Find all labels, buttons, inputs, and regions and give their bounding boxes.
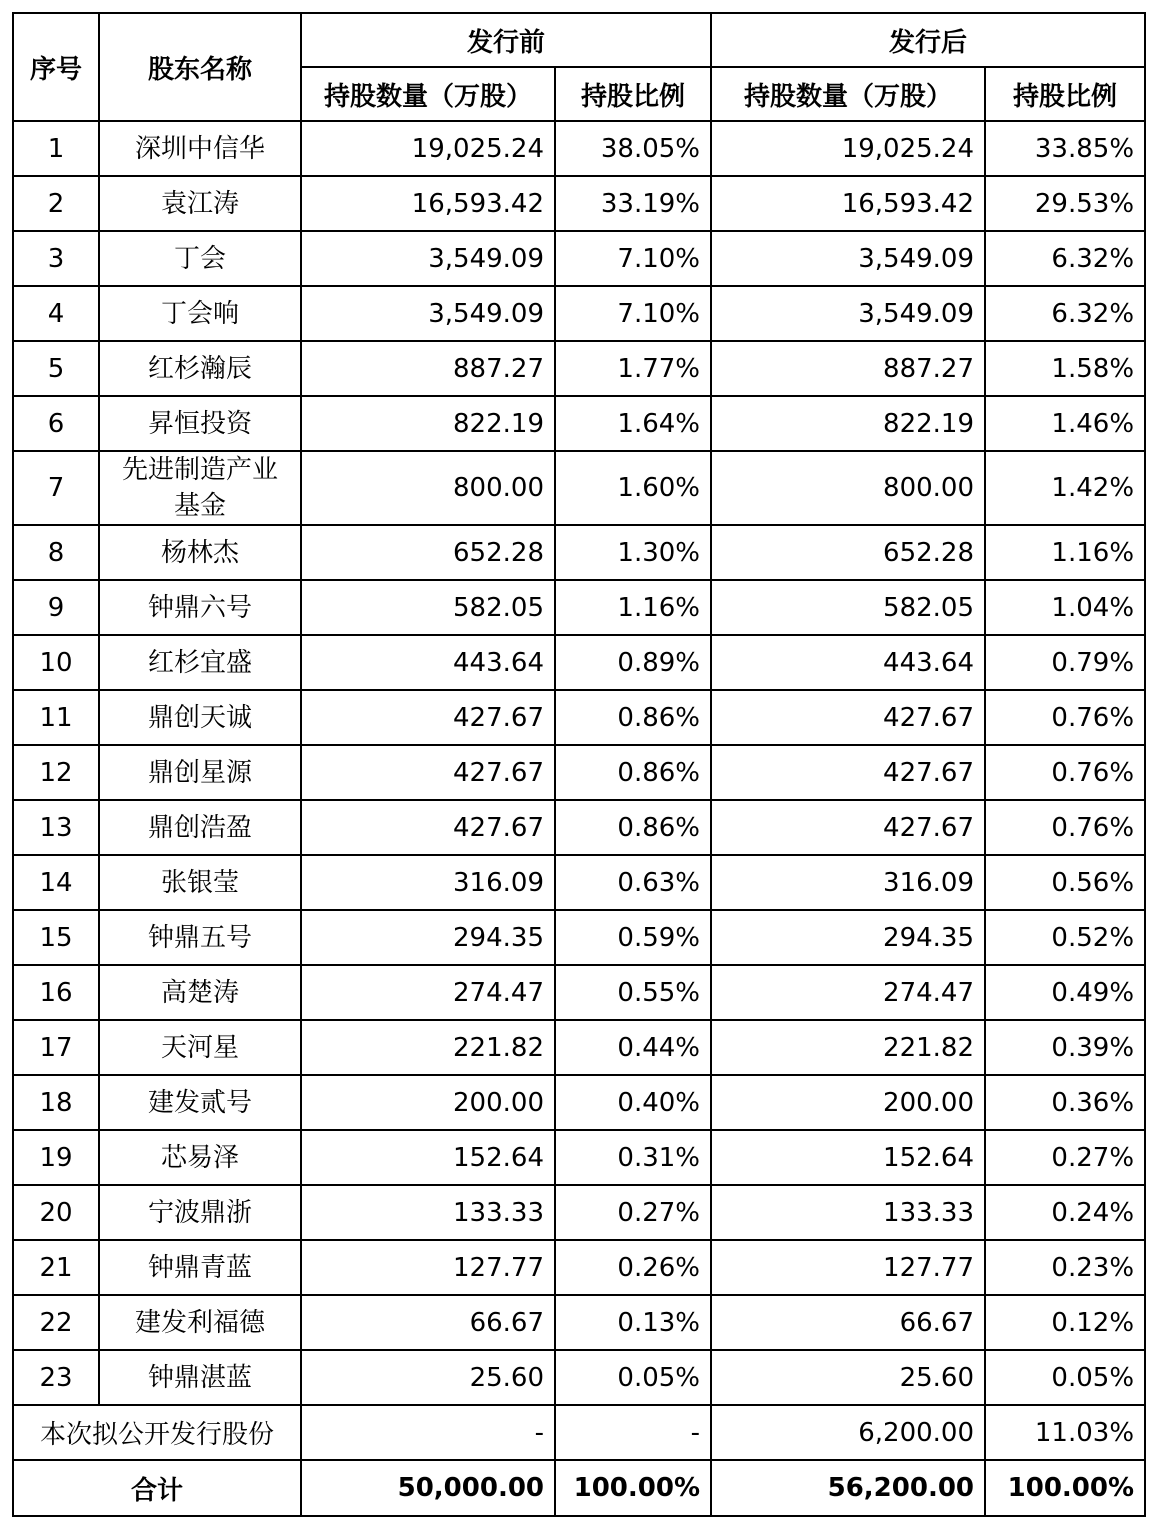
before-ratio-cell: 38.05% xyxy=(555,121,711,176)
table-row xyxy=(13,1075,1145,1130)
seq-cell: 23 xyxy=(13,1350,99,1405)
ipo-after-shares: 6,200.00 xyxy=(711,1405,985,1460)
shareholder-name-cell: 钟鼎六号 xyxy=(99,580,301,635)
table-row xyxy=(13,396,1145,451)
before-ratio-cell: 0.86% xyxy=(555,745,711,800)
after-shares-cell: 800.00 xyxy=(711,451,985,525)
shareholder-name-cell: 建发利福德 xyxy=(99,1295,301,1350)
after-ratio-cell: 29.53% xyxy=(985,176,1145,231)
before-shares-cell: 221.82 xyxy=(301,1020,555,1075)
shareholder-name-cell: 高楚涛 xyxy=(99,965,301,1020)
before-ratio-cell: 0.86% xyxy=(555,800,711,855)
seq-cell: 18 xyxy=(13,1075,99,1130)
total-after-ratio: 100.00% xyxy=(985,1460,1145,1516)
before-ratio-cell: 1.16% xyxy=(555,580,711,635)
before-shares-cell: 3,549.09 xyxy=(301,286,555,341)
ipo-after-ratio: 11.03% xyxy=(985,1405,1145,1460)
before-shares-cell: 652.28 xyxy=(301,525,555,580)
after-shares-cell: 316.09 xyxy=(711,855,985,910)
seq-cell: 22 xyxy=(13,1295,99,1350)
shareholder-name-cell: 杨林杰 xyxy=(99,525,301,580)
after-shares-cell: 3,549.09 xyxy=(711,286,985,341)
after-shares-cell: 427.67 xyxy=(711,800,985,855)
table-row xyxy=(13,1185,1145,1240)
after-ratio-cell: 0.12% xyxy=(985,1295,1145,1350)
before-ratio-cell: 0.13% xyxy=(555,1295,711,1350)
before-shares-cell: 427.67 xyxy=(301,745,555,800)
table-row xyxy=(13,580,1145,635)
before-shares-cell: 427.67 xyxy=(301,690,555,745)
after-shares-cell: 3,549.09 xyxy=(711,231,985,286)
table-header xyxy=(13,13,1145,121)
before-ratio-cell: 0.63% xyxy=(555,855,711,910)
table-row xyxy=(13,1240,1145,1295)
before-shares-cell: 66.67 xyxy=(301,1295,555,1350)
after-ratio-cell: 0.76% xyxy=(985,800,1145,855)
before-shares-cell: 200.00 xyxy=(301,1075,555,1130)
table-row xyxy=(13,176,1145,231)
header-before-issuance: 发行前 xyxy=(301,13,711,67)
before-ratio-cell: 0.86% xyxy=(555,690,711,745)
seq-cell: 3 xyxy=(13,231,99,286)
after-ratio-cell: 6.32% xyxy=(985,286,1145,341)
after-ratio-cell: 1.16% xyxy=(985,525,1145,580)
before-ratio-cell: 1.77% xyxy=(555,341,711,396)
before-ratio-cell: 0.26% xyxy=(555,1240,711,1295)
table-row xyxy=(13,800,1145,855)
after-ratio-cell: 0.36% xyxy=(985,1075,1145,1130)
shareholder-name-cell: 宁波鼎浙 xyxy=(99,1185,301,1240)
before-ratio-cell: 0.27% xyxy=(555,1185,711,1240)
header-before-shares: 持股数量（万股） xyxy=(301,67,555,121)
shareholder-name-cell: 先进制造产业基金 xyxy=(99,451,301,525)
after-shares-cell: 127.77 xyxy=(711,1240,985,1295)
before-shares-cell: 582.05 xyxy=(301,580,555,635)
shareholder-name-cell: 鼎创天诚 xyxy=(99,690,301,745)
shareholder-name-cell: 鼎创浩盈 xyxy=(99,800,301,855)
seq-cell: 20 xyxy=(13,1185,99,1240)
shareholder-name-cell: 深圳中信华 xyxy=(99,121,301,176)
total-before-shares: 50,000.00 xyxy=(301,1460,555,1516)
after-shares-cell: 25.60 xyxy=(711,1350,985,1405)
before-shares-cell: 822.19 xyxy=(301,396,555,451)
after-shares-cell: 427.67 xyxy=(711,690,985,745)
table-row xyxy=(13,525,1145,580)
after-shares-cell: 66.67 xyxy=(711,1295,985,1350)
shareholder-name-cell: 丁会响 xyxy=(99,286,301,341)
table-row xyxy=(13,231,1145,286)
after-shares-cell: 887.27 xyxy=(711,341,985,396)
table-row xyxy=(13,341,1145,396)
seq-cell: 19 xyxy=(13,1130,99,1185)
before-ratio-cell: 0.31% xyxy=(555,1130,711,1185)
after-ratio-cell: 0.56% xyxy=(985,855,1145,910)
after-ratio-cell: 0.79% xyxy=(985,635,1145,690)
shareholder-name-cell: 鼎创星源 xyxy=(99,745,301,800)
table-row xyxy=(13,121,1145,176)
after-ratio-cell: 0.24% xyxy=(985,1185,1145,1240)
before-ratio-cell: 0.44% xyxy=(555,1020,711,1075)
after-ratio-cell: 0.05% xyxy=(985,1350,1145,1405)
header-before-ratio: 持股比例 xyxy=(555,67,711,121)
shareholder-name-cell: 红杉瀚辰 xyxy=(99,341,301,396)
after-ratio-cell: 6.32% xyxy=(985,231,1145,286)
seq-cell: 4 xyxy=(13,286,99,341)
after-ratio-cell: 0.39% xyxy=(985,1020,1145,1075)
after-ratio-cell: 0.76% xyxy=(985,690,1145,745)
shareholder-name-cell: 袁江涛 xyxy=(99,176,301,231)
table-row xyxy=(13,910,1145,965)
after-shares-cell: 19,025.24 xyxy=(711,121,985,176)
after-shares-cell: 294.35 xyxy=(711,910,985,965)
after-ratio-cell: 1.46% xyxy=(985,396,1145,451)
before-ratio-cell: 0.40% xyxy=(555,1075,711,1130)
after-ratio-cell: 1.42% xyxy=(985,451,1145,525)
after-shares-cell: 582.05 xyxy=(711,580,985,635)
ipo-before-ratio: - xyxy=(555,1405,711,1460)
before-shares-cell: 887.27 xyxy=(301,341,555,396)
seq-cell: 14 xyxy=(13,855,99,910)
seq-cell: 5 xyxy=(13,341,99,396)
total-before-ratio: 100.00% xyxy=(555,1460,711,1516)
table-row xyxy=(13,1295,1145,1350)
before-shares-cell: 19,025.24 xyxy=(301,121,555,176)
before-shares-cell: 274.47 xyxy=(301,965,555,1020)
after-shares-cell: 427.67 xyxy=(711,745,985,800)
table-row xyxy=(13,1020,1145,1075)
header-after-shares: 持股数量（万股） xyxy=(711,67,985,121)
total-row xyxy=(13,1460,1145,1516)
before-ratio-cell: 0.05% xyxy=(555,1350,711,1405)
table-row xyxy=(13,635,1145,690)
table-row xyxy=(13,1130,1145,1185)
seq-cell: 10 xyxy=(13,635,99,690)
shareholding-table xyxy=(12,12,1146,1517)
before-ratio-cell: 7.10% xyxy=(555,231,711,286)
table-row xyxy=(13,745,1145,800)
before-shares-cell: 127.77 xyxy=(301,1240,555,1295)
total-label: 合计 xyxy=(13,1460,301,1516)
header-row-1 xyxy=(13,13,1145,67)
seq-cell: 16 xyxy=(13,965,99,1020)
before-shares-cell: 3,549.09 xyxy=(301,231,555,286)
table-row xyxy=(13,855,1145,910)
after-ratio-cell: 0.52% xyxy=(985,910,1145,965)
seq-cell: 17 xyxy=(13,1020,99,1075)
before-ratio-cell: 0.59% xyxy=(555,910,711,965)
before-shares-cell: 152.64 xyxy=(301,1130,555,1185)
ipo-label: 本次拟公开发行股份 xyxy=(13,1405,301,1460)
after-ratio-cell: 0.23% xyxy=(985,1240,1145,1295)
before-ratio-cell: 1.64% xyxy=(555,396,711,451)
header-seq: 序号 xyxy=(13,13,99,121)
before-shares-cell: 25.60 xyxy=(301,1350,555,1405)
seq-cell: 9 xyxy=(13,580,99,635)
after-shares-cell: 652.28 xyxy=(711,525,985,580)
seq-cell: 6 xyxy=(13,396,99,451)
before-shares-cell: 316.09 xyxy=(301,855,555,910)
after-shares-cell: 221.82 xyxy=(711,1020,985,1075)
after-shares-cell: 200.00 xyxy=(711,1075,985,1130)
shareholder-name-cell: 天河星 xyxy=(99,1020,301,1075)
seq-cell: 8 xyxy=(13,525,99,580)
before-ratio-cell: 7.10% xyxy=(555,286,711,341)
ipo-row xyxy=(13,1405,1145,1460)
shareholder-name-cell: 丁会 xyxy=(99,231,301,286)
table-row xyxy=(13,1350,1145,1405)
header-after-ratio: 持股比例 xyxy=(985,67,1145,121)
before-shares-cell: 427.67 xyxy=(301,800,555,855)
after-shares-cell: 16,593.42 xyxy=(711,176,985,231)
table-row xyxy=(13,965,1145,1020)
before-shares-cell: 294.35 xyxy=(301,910,555,965)
before-shares-cell: 133.33 xyxy=(301,1185,555,1240)
table-body xyxy=(13,121,1145,1516)
before-ratio-cell: 1.30% xyxy=(555,525,711,580)
table-row xyxy=(13,451,1145,525)
after-shares-cell: 443.64 xyxy=(711,635,985,690)
seq-cell: 1 xyxy=(13,121,99,176)
after-ratio-cell: 0.76% xyxy=(985,745,1145,800)
before-shares-cell: 16,593.42 xyxy=(301,176,555,231)
shareholder-name-cell: 钟鼎五号 xyxy=(99,910,301,965)
after-ratio-cell: 1.04% xyxy=(985,580,1145,635)
after-shares-cell: 133.33 xyxy=(711,1185,985,1240)
after-shares-cell: 152.64 xyxy=(711,1130,985,1185)
before-ratio-cell: 33.19% xyxy=(555,176,711,231)
before-ratio-cell: 0.89% xyxy=(555,635,711,690)
before-shares-cell: 800.00 xyxy=(301,451,555,525)
after-ratio-cell: 33.85% xyxy=(985,121,1145,176)
before-ratio-cell: 0.55% xyxy=(555,965,711,1020)
shareholder-name-cell: 钟鼎湛蓝 xyxy=(99,1350,301,1405)
seq-cell: 13 xyxy=(13,800,99,855)
table-row xyxy=(13,286,1145,341)
shareholder-name-cell: 芯易泽 xyxy=(99,1130,301,1185)
shareholder-name-cell: 张银莹 xyxy=(99,855,301,910)
after-ratio-cell: 0.49% xyxy=(985,965,1145,1020)
after-shares-cell: 822.19 xyxy=(711,396,985,451)
before-shares-cell: 443.64 xyxy=(301,635,555,690)
seq-cell: 11 xyxy=(13,690,99,745)
before-ratio-cell: 1.60% xyxy=(555,451,711,525)
ipo-before-shares: - xyxy=(301,1405,555,1460)
shareholder-name-cell: 红杉宜盛 xyxy=(99,635,301,690)
seq-cell: 15 xyxy=(13,910,99,965)
header-shareholder-name: 股东名称 xyxy=(99,13,301,121)
header-after-issuance: 发行后 xyxy=(711,13,1145,67)
total-after-shares: 56,200.00 xyxy=(711,1460,985,1516)
seq-cell: 2 xyxy=(13,176,99,231)
shareholder-name-cell: 建发贰号 xyxy=(99,1075,301,1130)
seq-cell: 21 xyxy=(13,1240,99,1295)
after-ratio-cell: 1.58% xyxy=(985,341,1145,396)
after-ratio-cell: 0.27% xyxy=(985,1130,1145,1185)
seq-cell: 12 xyxy=(13,745,99,800)
seq-cell: 7 xyxy=(13,451,99,525)
shareholder-name-cell: 钟鼎青蓝 xyxy=(99,1240,301,1295)
shareholder-name-cell: 昇恒投资 xyxy=(99,396,301,451)
table-row xyxy=(13,690,1145,745)
after-shares-cell: 274.47 xyxy=(711,965,985,1020)
